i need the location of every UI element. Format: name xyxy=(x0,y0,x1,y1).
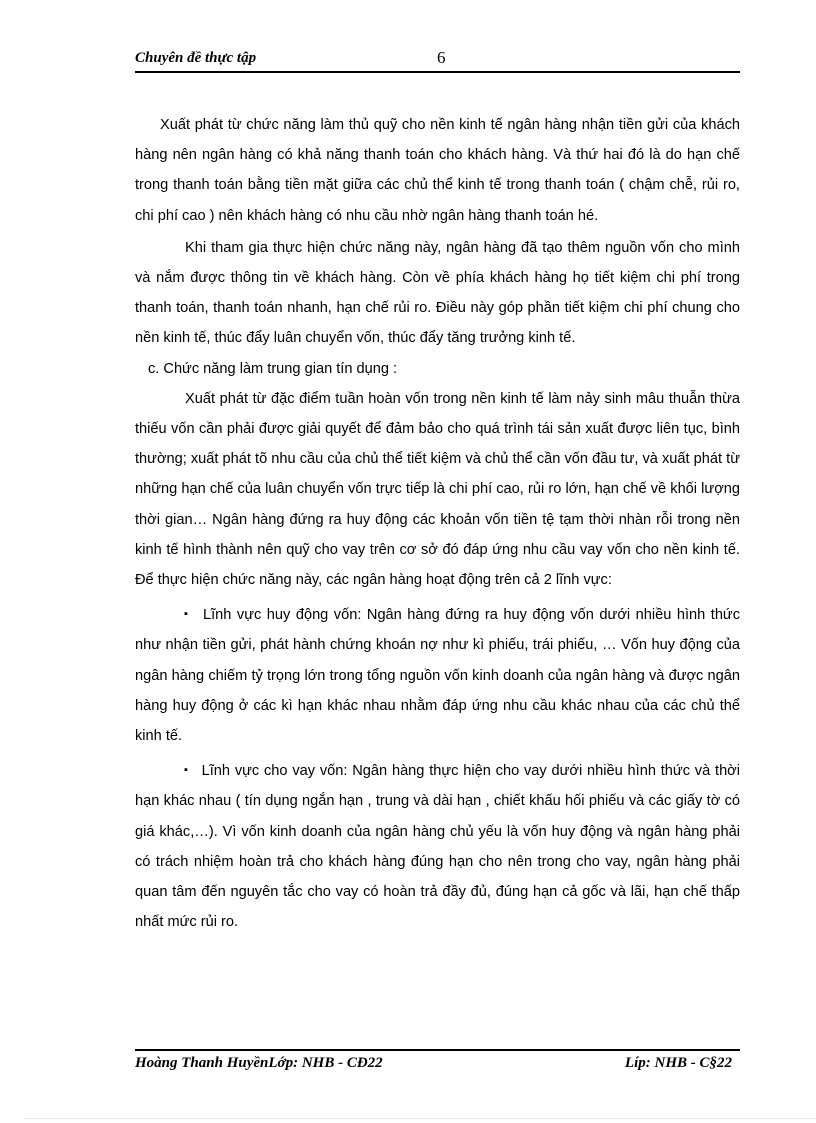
paragraph-2: Khi tham gia thực hiện chức năng này, ngân hàng đã tạo thêm nguồn vốn cho mình và nắm được thông tin về khách hàng. Còn về phía khách hàng họ tiết kiệm chi phí trong thanh toán, thanh toán nhanh, hạn chế rủi ro. Điều này góp phần tiết kiệm chi phí chung cho nền kinh tế, thúc đẩy luân chuyển vốn, thúc đẩy tăng trưởng kinh tế. xyxy=(135,239,740,347)
page-footer xyxy=(135,1055,740,1077)
section-heading-c: c. Chức năng làm trung gian tín dụng : xyxy=(148,360,398,377)
footer-divider xyxy=(135,1049,740,1051)
page-number: 6 xyxy=(437,48,446,67)
page-header xyxy=(135,48,740,70)
paragraph-1: Xuất phát từ chức năng làm thủ quỹ cho nền kinh tế ngân hàng nhận tiền gửi của khách hàng nên ngân hàng có khả năng thanh toán cho khách hàng. Và thứ hai đó là do hạn chế trong thanh toán bằng tiền mặt giữa các chủ thể kinh tế trong thanh toán ( chậm chễ, rủi ro, chi phí cao ) nên khách hàng có nhu cầu nhờ ngân hàng thanh toán hé. xyxy=(135,117,740,224)
document-body xyxy=(135,110,740,937)
bullet-item-1-text: Lĩnh vực huy động vốn: Ngân hàng đứng ra huy động vốn dưới nhiều hình thức như nhận tiền gửi, phát hành chứng khoán nợ như kì phiếu, trái phiếu, … Vốn huy động của ngân hàng chiếm tỷ trọng lớn trong tổng nguồn vốn kinh doanh của ngân hàng và được ngân hàng huy động ở các kì hạn khác nhau nhằm đáp ứng nhu cầu khác nhau của các chủ thể kinh tế. xyxy=(135,607,740,745)
bullet-item-1 xyxy=(135,599,740,751)
bullet-icon: ▪ xyxy=(184,764,188,777)
bullet-item-2 xyxy=(135,755,740,937)
header-divider xyxy=(135,71,740,73)
page-edge xyxy=(25,1118,815,1119)
footer-author-class: Hoàng Thanh HuyềnLớp: NHB - CĐ22 xyxy=(135,1055,383,1071)
header-title: Chuyên đề thực tập xyxy=(135,50,257,66)
paragraph-3: Xuất phát từ đặc điểm tuần hoàn vốn trong nền kinh tế làm nảy sinh mâu thuẫn thừa thiếu vốn cần phải được giải quyết để đảm bảo cho quá trình tái sản xuất được liên tục, bình thường; xuất phát tõ nhu cầu của chủ thể tiết kiệm và chủ thể cần vốn đầu tư, và xuất phát từ những hạn chế của luân chuyển vốn trực tiếp là chi phí cao, rủi ro lớn, hạn chế về khối lượng thời gian… Ngân hàng đứng ra huy động các khoản vốn tiền tệ tạm thời nhàn rỗi trong nền kinh tế hình thành nên quỹ cho vay trên cơ sở đó đáp ứng nhu cầu vay vốn cho nền kinh tế. Để thực hiện chức năng này, các ngân hàng hoạt động trên cả 2 lĩnh vực: xyxy=(135,390,740,589)
footer-class-code: Líp: NHB - C§22 xyxy=(624,1055,732,1071)
bullet-icon: ▪ xyxy=(184,608,188,621)
bullet-item-2-text: Lĩnh vực cho vay vốn: Ngân hàng thực hiện cho vay dưới nhiều hình thức và thời hạn khác nhau ( tín dụng ngắn hạn , trung và dài hạn , chiết khấu hối phiếu và các giấy tờ có giá khác,…). Vì vốn kinh doanh của ngân hàng chủ yếu là vốn huy động và ngân hàng phải có trách nhiệm hoàn trả cho khách hàng đúng hạn cho nên trong cho vay, ngân hàng phải quan tâm đến nguyên tắc cho vay có hoàn trả đầy đủ, đúng hạn cả gốc và lãi, hạn chế thấp nhất mức rủi ro. xyxy=(135,763,740,931)
